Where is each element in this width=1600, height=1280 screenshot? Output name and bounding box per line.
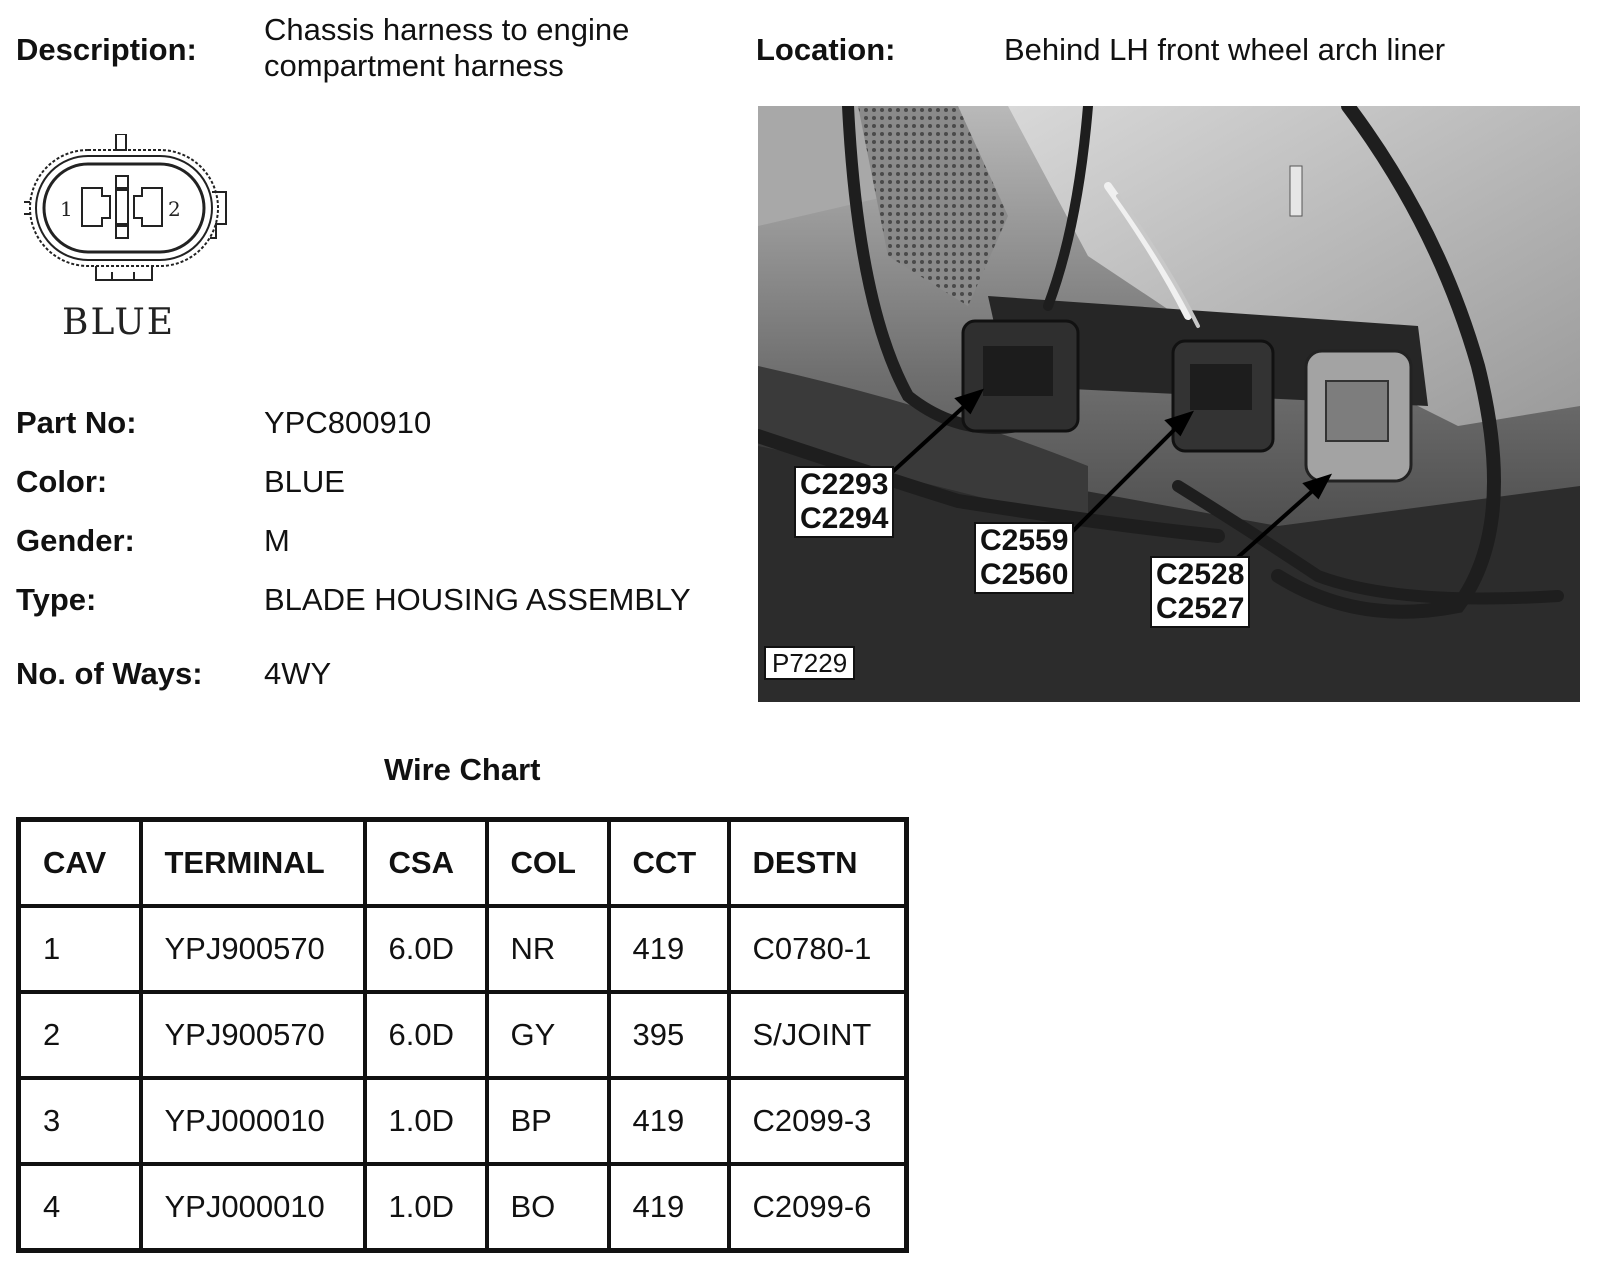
header-csa: CSA xyxy=(365,820,487,907)
gender-label: Gender: xyxy=(16,523,135,558)
table-header-row xyxy=(19,820,907,907)
header-col: COL xyxy=(487,820,609,907)
wire-chart-table xyxy=(16,817,909,1253)
cell-cav: 2 xyxy=(19,992,141,1078)
cell-csa: 6.0D xyxy=(365,906,487,992)
pin-2-label: 2 xyxy=(168,197,181,221)
callout-c2559-c2560 xyxy=(974,522,1074,594)
part-no-value: YPC800910 xyxy=(264,405,432,440)
cell-destn: C2099-6 xyxy=(729,1164,907,1251)
cell-cct: 419 xyxy=(609,906,729,992)
callout-label: C2294 xyxy=(800,502,889,535)
cell-col: NR xyxy=(487,906,609,992)
pin-1-label: 1 xyxy=(60,197,73,221)
cell-cct: 419 xyxy=(609,1078,729,1164)
gender-value: M xyxy=(264,523,290,558)
no-of-ways-value: 4WY xyxy=(264,656,332,691)
cell-cct: 395 xyxy=(609,992,729,1078)
type-value: BLADE HOUSING ASSEMBLY xyxy=(264,582,691,617)
callout-c2293-c2294 xyxy=(794,466,894,538)
color-label: Color: xyxy=(16,464,108,499)
part-no-label: Part No: xyxy=(16,405,137,440)
cell-col: BP xyxy=(487,1078,609,1164)
cell-destn: C0780-1 xyxy=(729,906,907,992)
cell-terminal: YPJ900570 xyxy=(141,992,365,1078)
table-row xyxy=(19,1078,907,1164)
no-of-ways-label: No. of Ways: xyxy=(16,656,203,691)
description-label: Description: xyxy=(16,32,197,67)
type-label: Type: xyxy=(16,582,97,617)
wire-chart-title: Wire Chart xyxy=(384,752,541,787)
cell-col: BO xyxy=(487,1164,609,1251)
cell-csa: 1.0D xyxy=(365,1164,487,1251)
cell-csa: 6.0D xyxy=(365,992,487,1078)
callout-label: C2528 xyxy=(1156,558,1245,591)
table-row xyxy=(19,906,907,992)
location-label: Location: xyxy=(756,32,896,67)
header-terminal: TERMINAL xyxy=(141,820,365,907)
callout-label: C2293 xyxy=(800,468,889,501)
table-row xyxy=(19,992,907,1078)
header-cct: CCT xyxy=(609,820,729,907)
connector-color-caption: BLUE xyxy=(62,302,176,343)
photo-id-label: P7229 xyxy=(764,646,855,680)
cell-cav: 1 xyxy=(19,906,141,992)
connector-face-icon xyxy=(20,134,236,284)
cell-destn: S/JOINT xyxy=(729,992,907,1078)
cell-terminal: YPJ000010 xyxy=(141,1164,365,1251)
cell-cav: 4 xyxy=(19,1164,141,1251)
table-row xyxy=(19,1164,907,1251)
location-photo xyxy=(758,106,1580,702)
header-destn: DESTN xyxy=(729,820,907,907)
cell-terminal: YPJ000010 xyxy=(141,1078,365,1164)
cell-terminal: YPJ900570 xyxy=(141,906,365,992)
cell-cav: 3 xyxy=(19,1078,141,1164)
cell-destn: C2099-3 xyxy=(729,1078,907,1164)
callout-c2528-c2527 xyxy=(1150,556,1250,628)
cell-cct: 419 xyxy=(609,1164,729,1251)
location-value: Behind LH front wheel arch liner xyxy=(1004,32,1446,67)
description-line-1: Chassis harness to engine xyxy=(264,12,630,47)
cell-col: GY xyxy=(487,992,609,1078)
description-line-2: compartment harness xyxy=(264,48,564,83)
callout-label: C2527 xyxy=(1156,592,1245,625)
cell-csa: 1.0D xyxy=(365,1078,487,1164)
description-value xyxy=(264,12,629,84)
callout-label: C2559 xyxy=(980,524,1069,557)
header-cav: CAV xyxy=(19,820,141,907)
callout-label: C2560 xyxy=(980,558,1069,591)
color-value: BLUE xyxy=(264,464,345,499)
